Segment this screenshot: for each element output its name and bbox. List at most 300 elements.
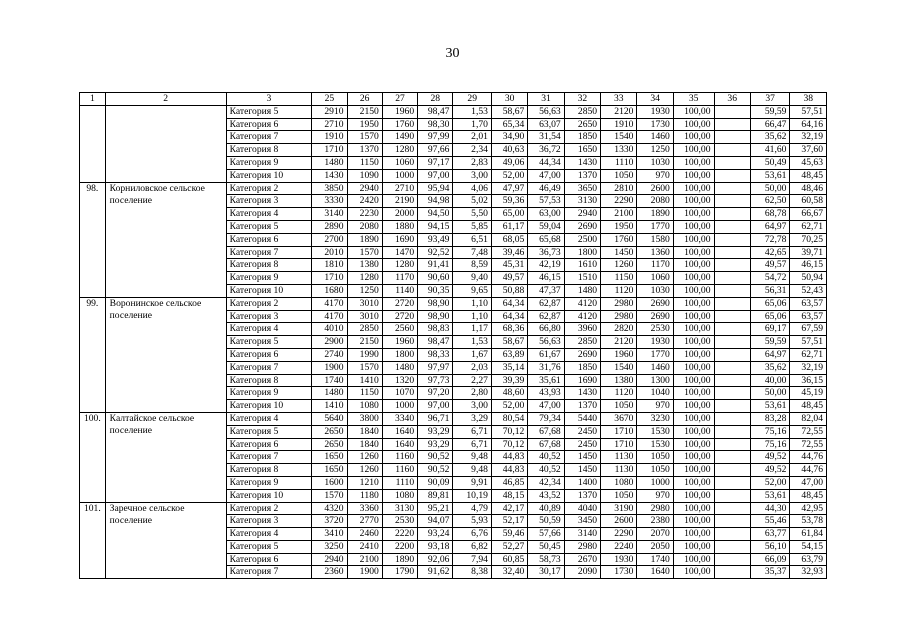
value-cell: 60,85 <box>491 553 527 566</box>
value-cell: 1280 <box>382 259 417 272</box>
value-cell: 70,12 <box>491 438 527 451</box>
value-cell: 2940 <box>312 553 347 566</box>
value-cell: 47,37 <box>528 284 564 297</box>
value-cell: 95,94 <box>418 182 453 195</box>
value-cell: 3800 <box>347 412 382 425</box>
value-cell: 1370 <box>347 144 382 157</box>
value-cell: 1650 <box>564 144 600 157</box>
value-cell: 3650 <box>564 182 600 195</box>
value-cell: 2600 <box>601 515 637 528</box>
value-cell: 1890 <box>382 553 417 566</box>
value-cell: 1140 <box>382 284 417 297</box>
value-cell: 97,17 <box>418 156 453 169</box>
value-cell: 2420 <box>347 195 382 208</box>
value-cell: 35,37 <box>750 566 790 579</box>
value-cell: 40,52 <box>528 464 564 477</box>
value-cell: 93,29 <box>418 438 453 451</box>
value-cell: 3250 <box>312 540 347 553</box>
value-cell: 54,15 <box>790 540 827 553</box>
value-cell: 1800 <box>382 348 417 361</box>
value-cell: 2120 <box>601 105 637 118</box>
value-cell: 53,61 <box>750 400 790 413</box>
table-row <box>80 297 827 310</box>
value-cell: 4,06 <box>453 182 492 195</box>
value-cell: 93,29 <box>418 425 453 438</box>
value-cell: 64,16 <box>790 118 827 131</box>
value-cell: 40,00 <box>750 374 790 387</box>
value-cell <box>714 169 750 182</box>
value-cell: 3,29 <box>453 412 492 425</box>
value-cell: 100,00 <box>673 169 714 182</box>
value-cell: 1570 <box>347 361 382 374</box>
value-cell: 57,66 <box>528 528 564 541</box>
value-cell: 68,05 <box>491 233 527 246</box>
value-cell: 97,99 <box>418 131 453 144</box>
column-header: 38 <box>790 93 827 106</box>
value-cell: 1,70 <box>453 118 492 131</box>
value-cell: 1060 <box>637 272 673 285</box>
value-cell: 1080 <box>601 476 637 489</box>
value-cell: 68,36 <box>491 323 527 336</box>
value-cell: 1080 <box>382 489 417 502</box>
value-cell: 1430 <box>564 156 600 169</box>
value-cell: 52,43 <box>790 284 827 297</box>
value-cell: 1030 <box>637 284 673 297</box>
value-cell: 100,00 <box>673 310 714 323</box>
value-cell: 44,83 <box>491 464 527 477</box>
tariff-table <box>79 92 827 579</box>
value-cell: 100,00 <box>673 553 714 566</box>
value-cell: 3720 <box>312 515 347 528</box>
value-cell: 36,73 <box>528 246 564 259</box>
value-cell: 1510 <box>564 272 600 285</box>
value-cell: 66,09 <box>750 553 790 566</box>
value-cell: 100,00 <box>673 182 714 195</box>
value-cell: 31,54 <box>528 131 564 144</box>
category-cell: Категория 5 <box>226 220 312 233</box>
value-cell: 1480 <box>564 284 600 297</box>
value-cell: 1170 <box>382 272 417 285</box>
category-cell: Категория 4 <box>226 208 312 221</box>
value-cell: 56,63 <box>528 105 564 118</box>
value-cell: 66,67 <box>790 208 827 221</box>
value-cell: 48,45 <box>790 400 827 413</box>
value-cell: 1050 <box>601 169 637 182</box>
value-cell: 4040 <box>564 502 600 515</box>
column-header: 29 <box>453 93 492 106</box>
category-cell: Категория 8 <box>226 144 312 157</box>
category-cell: Категория 5 <box>226 425 312 438</box>
value-cell: 2850 <box>564 336 600 349</box>
value-cell: 5440 <box>564 412 600 425</box>
value-cell: 1000 <box>637 476 673 489</box>
value-cell: 62,71 <box>790 348 827 361</box>
value-cell: 3130 <box>382 502 417 515</box>
value-cell: 31,76 <box>528 361 564 374</box>
value-cell: 1360 <box>637 246 673 259</box>
value-cell: 52,00 <box>491 400 527 413</box>
value-cell: 1710 <box>312 272 347 285</box>
value-cell: 89,81 <box>418 489 453 502</box>
value-cell: 96,71 <box>418 412 453 425</box>
settlement-name: Воронинское сельское поселение <box>105 297 226 412</box>
value-cell: 4120 <box>564 297 600 310</box>
category-cell: Категория 4 <box>226 412 312 425</box>
value-cell: 2710 <box>312 118 347 131</box>
value-cell: 42,95 <box>790 502 827 515</box>
value-cell: 98,33 <box>418 348 453 361</box>
value-cell: 62,50 <box>750 195 790 208</box>
value-cell: 3670 <box>601 412 637 425</box>
value-cell: 1,10 <box>453 310 492 323</box>
value-cell: 1910 <box>601 118 637 131</box>
value-cell: 7,48 <box>453 246 492 259</box>
value-cell: 1250 <box>637 144 673 157</box>
value-cell: 1800 <box>564 246 600 259</box>
value-cell: 50,88 <box>491 284 527 297</box>
value-cell: 75,16 <box>750 425 790 438</box>
value-cell: 1640 <box>382 425 417 438</box>
category-cell: Категория 3 <box>226 310 312 323</box>
value-cell: 10,19 <box>453 489 492 502</box>
value-cell: 2090 <box>564 566 600 579</box>
value-cell: 4010 <box>312 323 347 336</box>
value-cell: 63,57 <box>790 310 827 323</box>
category-cell: Категория 2 <box>226 182 312 195</box>
value-cell: 2980 <box>564 540 600 553</box>
value-cell: 53,61 <box>750 489 790 502</box>
value-cell: 70,12 <box>491 425 527 438</box>
value-cell: 1640 <box>382 438 417 451</box>
value-cell: 40,63 <box>491 144 527 157</box>
value-cell <box>714 361 750 374</box>
value-cell: 98,47 <box>418 105 453 118</box>
category-cell: Категория 9 <box>226 387 312 400</box>
value-cell: 34,90 <box>491 131 527 144</box>
value-cell: 2,80 <box>453 387 492 400</box>
value-cell: 100,00 <box>673 131 714 144</box>
value-cell: 1690 <box>382 233 417 246</box>
value-cell: 2410 <box>347 540 382 553</box>
value-cell: 1430 <box>312 169 347 182</box>
value-cell <box>714 105 750 118</box>
value-cell: 52,27 <box>491 540 527 553</box>
value-cell: 52,17 <box>491 515 527 528</box>
value-cell: 1370 <box>564 169 600 182</box>
value-cell: 100,00 <box>673 336 714 349</box>
value-cell: 1490 <box>382 131 417 144</box>
value-cell: 94,98 <box>418 195 453 208</box>
value-cell: 2000 <box>382 208 417 221</box>
value-cell: 2290 <box>601 195 637 208</box>
category-cell: Категория 9 <box>226 272 312 285</box>
value-cell: 100,00 <box>673 259 714 272</box>
value-cell: 3010 <box>347 297 382 310</box>
value-cell: 91,62 <box>418 566 453 579</box>
value-cell: 1840 <box>347 438 382 451</box>
settlement-number <box>80 105 106 182</box>
value-cell: 2070 <box>637 528 673 541</box>
value-cell: 50,49 <box>750 156 790 169</box>
value-cell: 69,17 <box>750 323 790 336</box>
value-cell: 1480 <box>312 387 347 400</box>
value-cell: 64,34 <box>491 310 527 323</box>
value-cell: 39,46 <box>491 246 527 259</box>
value-cell: 64,97 <box>750 220 790 233</box>
column-header: 28 <box>418 93 453 106</box>
value-cell: 47,00 <box>528 169 564 182</box>
value-cell: 5,85 <box>453 220 492 233</box>
value-cell: 37,60 <box>790 144 827 157</box>
value-cell: 1570 <box>312 489 347 502</box>
value-cell: 54,72 <box>750 272 790 285</box>
value-cell: 45,19 <box>790 387 827 400</box>
value-cell: 100,00 <box>673 400 714 413</box>
value-cell: 100,00 <box>673 156 714 169</box>
value-cell: 1300 <box>637 374 673 387</box>
value-cell: 2050 <box>637 540 673 553</box>
value-cell: 1150 <box>347 387 382 400</box>
value-cell: 64,97 <box>750 348 790 361</box>
value-cell: 1280 <box>382 144 417 157</box>
value-cell <box>714 195 750 208</box>
value-cell: 2850 <box>564 105 600 118</box>
value-cell: 1410 <box>312 400 347 413</box>
value-cell: 100,00 <box>673 220 714 233</box>
value-cell: 3140 <box>564 528 600 541</box>
value-cell: 97,66 <box>418 144 453 157</box>
value-cell: 1050 <box>637 451 673 464</box>
value-cell <box>714 400 750 413</box>
value-cell: 1900 <box>347 566 382 579</box>
value-cell: 100,00 <box>673 208 714 221</box>
category-cell: Категория 5 <box>226 105 312 118</box>
value-cell: 75,16 <box>750 438 790 451</box>
value-cell: 9,48 <box>453 464 492 477</box>
value-cell: 1370 <box>564 489 600 502</box>
value-cell: 1570 <box>347 131 382 144</box>
value-cell <box>714 515 750 528</box>
value-cell: 46,15 <box>790 259 827 272</box>
value-cell: 42,65 <box>750 246 790 259</box>
value-cell: 1,10 <box>453 297 492 310</box>
value-cell: 970 <box>637 489 673 502</box>
value-cell: 1580 <box>637 233 673 246</box>
value-cell <box>714 528 750 541</box>
value-cell: 65,34 <box>491 118 527 131</box>
value-cell: 50,59 <box>528 515 564 528</box>
category-cell: Категория 9 <box>226 156 312 169</box>
value-cell: 2850 <box>347 323 382 336</box>
value-cell: 970 <box>637 400 673 413</box>
value-cell: 90,09 <box>418 476 453 489</box>
value-cell: 52,00 <box>491 169 527 182</box>
value-cell: 35,14 <box>491 361 527 374</box>
value-cell: 49,52 <box>750 451 790 464</box>
table-row <box>80 105 827 118</box>
value-cell: 1450 <box>601 246 637 259</box>
value-cell: 68,78 <box>750 208 790 221</box>
value-cell: 2690 <box>637 310 673 323</box>
value-cell <box>714 348 750 361</box>
value-cell: 57,51 <box>790 336 827 349</box>
value-cell: 100,00 <box>673 323 714 336</box>
value-cell: 49,57 <box>750 259 790 272</box>
value-cell: 3340 <box>382 412 417 425</box>
value-cell: 1530 <box>637 438 673 451</box>
value-cell: 1840 <box>347 425 382 438</box>
value-cell: 3850 <box>312 182 347 195</box>
value-cell <box>714 284 750 297</box>
value-cell: 1160 <box>382 451 417 464</box>
value-cell: 3,00 <box>453 169 492 182</box>
value-cell: 1150 <box>347 156 382 169</box>
value-cell: 46,49 <box>528 182 564 195</box>
value-cell: 2560 <box>382 323 417 336</box>
category-cell: Категория 6 <box>226 438 312 451</box>
value-cell: 100,00 <box>673 284 714 297</box>
value-cell: 1640 <box>637 566 673 579</box>
value-cell: 66,80 <box>528 323 564 336</box>
value-cell <box>714 502 750 515</box>
value-cell: 98,90 <box>418 297 453 310</box>
value-cell: 94,07 <box>418 515 453 528</box>
category-cell: Категория 6 <box>226 118 312 131</box>
value-cell: 1430 <box>564 387 600 400</box>
value-cell: 63,89 <box>491 348 527 361</box>
value-cell <box>714 182 750 195</box>
value-cell: 2650 <box>312 438 347 451</box>
value-cell: 42,19 <box>528 259 564 272</box>
value-cell: 35,62 <box>750 131 790 144</box>
value-cell: 40,89 <box>528 502 564 515</box>
value-cell <box>714 553 750 566</box>
value-cell: 2,34 <box>453 144 492 157</box>
category-cell: Категория 2 <box>226 502 312 515</box>
value-cell: 1890 <box>347 233 382 246</box>
value-cell: 2,27 <box>453 374 492 387</box>
value-cell: 59,59 <box>750 336 790 349</box>
value-cell: 2450 <box>564 438 600 451</box>
value-cell: 2710 <box>382 182 417 195</box>
value-cell <box>714 156 750 169</box>
value-cell: 2890 <box>312 220 347 233</box>
value-cell: 58,67 <box>491 336 527 349</box>
settlement-number: 101. <box>80 502 106 579</box>
category-cell: Категория 8 <box>226 464 312 477</box>
value-cell: 1070 <box>382 387 417 400</box>
value-cell: 1060 <box>382 156 417 169</box>
value-cell: 1710 <box>601 438 637 451</box>
value-cell: 100,00 <box>673 451 714 464</box>
value-cell: 32,93 <box>790 566 827 579</box>
value-cell: 1050 <box>637 464 673 477</box>
value-cell: 2700 <box>312 233 347 246</box>
value-cell: 2820 <box>601 323 637 336</box>
value-cell: 100,00 <box>673 105 714 118</box>
value-cell: 2100 <box>601 208 637 221</box>
value-cell: 1050 <box>601 400 637 413</box>
value-cell: 100,00 <box>673 528 714 541</box>
value-cell: 91,41 <box>418 259 453 272</box>
value-cell: 1600 <box>312 476 347 489</box>
value-cell: 2980 <box>601 310 637 323</box>
value-cell: 59,46 <box>491 528 527 541</box>
value-cell: 98,90 <box>418 310 453 323</box>
value-cell: 100,00 <box>673 515 714 528</box>
value-cell: 2380 <box>637 515 673 528</box>
value-cell: 65,06 <box>750 297 790 310</box>
category-cell: Категория 4 <box>226 528 312 541</box>
value-cell: 61,67 <box>528 348 564 361</box>
value-cell: 97,97 <box>418 361 453 374</box>
page-number: 30 <box>445 46 460 61</box>
value-cell: 3410 <box>312 528 347 541</box>
value-cell: 2720 <box>382 297 417 310</box>
value-cell: 66,47 <box>750 118 790 131</box>
table-row <box>80 412 827 425</box>
value-cell: 63,79 <box>790 553 827 566</box>
value-cell: 55,46 <box>750 515 790 528</box>
value-cell: 82,04 <box>790 412 827 425</box>
value-cell: 100,00 <box>673 540 714 553</box>
value-cell: 1680 <box>312 284 347 297</box>
value-cell: 1890 <box>637 208 673 221</box>
value-cell: 1450 <box>564 451 600 464</box>
value-cell: 2240 <box>601 540 637 553</box>
value-cell <box>714 566 750 579</box>
value-cell: 4170 <box>312 297 347 310</box>
value-cell: 9,91 <box>453 476 492 489</box>
value-cell: 6,71 <box>453 438 492 451</box>
column-header: 33 <box>601 93 637 106</box>
value-cell: 60,58 <box>790 195 827 208</box>
value-cell <box>714 144 750 157</box>
value-cell: 98,47 <box>418 336 453 349</box>
value-cell: 72,78 <box>750 233 790 246</box>
value-cell: 1050 <box>601 489 637 502</box>
value-cell: 100,00 <box>673 464 714 477</box>
value-cell: 2690 <box>564 220 600 233</box>
table-row <box>80 502 827 515</box>
column-header: 2 <box>105 93 226 106</box>
value-cell: 2290 <box>601 528 637 541</box>
category-cell: Категория 4 <box>226 323 312 336</box>
value-cell: 2690 <box>564 348 600 361</box>
value-cell: 62,71 <box>790 220 827 233</box>
settlement-name: Заречное сельское поселение <box>105 502 226 579</box>
value-cell: 94,15 <box>418 220 453 233</box>
value-cell: 2940 <box>564 208 600 221</box>
value-cell: 1960 <box>382 336 417 349</box>
value-cell: 1760 <box>601 233 637 246</box>
value-cell: 100,00 <box>673 412 714 425</box>
value-cell: 100,00 <box>673 195 714 208</box>
value-cell: 1330 <box>601 144 637 157</box>
column-header: 30 <box>491 93 527 106</box>
value-cell: 100,00 <box>673 489 714 502</box>
value-cell: 2150 <box>347 336 382 349</box>
value-cell: 1960 <box>382 105 417 118</box>
value-cell: 57,53 <box>528 195 564 208</box>
category-cell: Категория 10 <box>226 284 312 297</box>
value-cell: 1180 <box>347 489 382 502</box>
value-cell: 1460 <box>637 131 673 144</box>
value-cell: 64,34 <box>491 297 527 310</box>
settlement-name: Калтайское сельское поселение <box>105 412 226 502</box>
value-cell: 59,59 <box>750 105 790 118</box>
value-cell: 98,30 <box>418 118 453 131</box>
